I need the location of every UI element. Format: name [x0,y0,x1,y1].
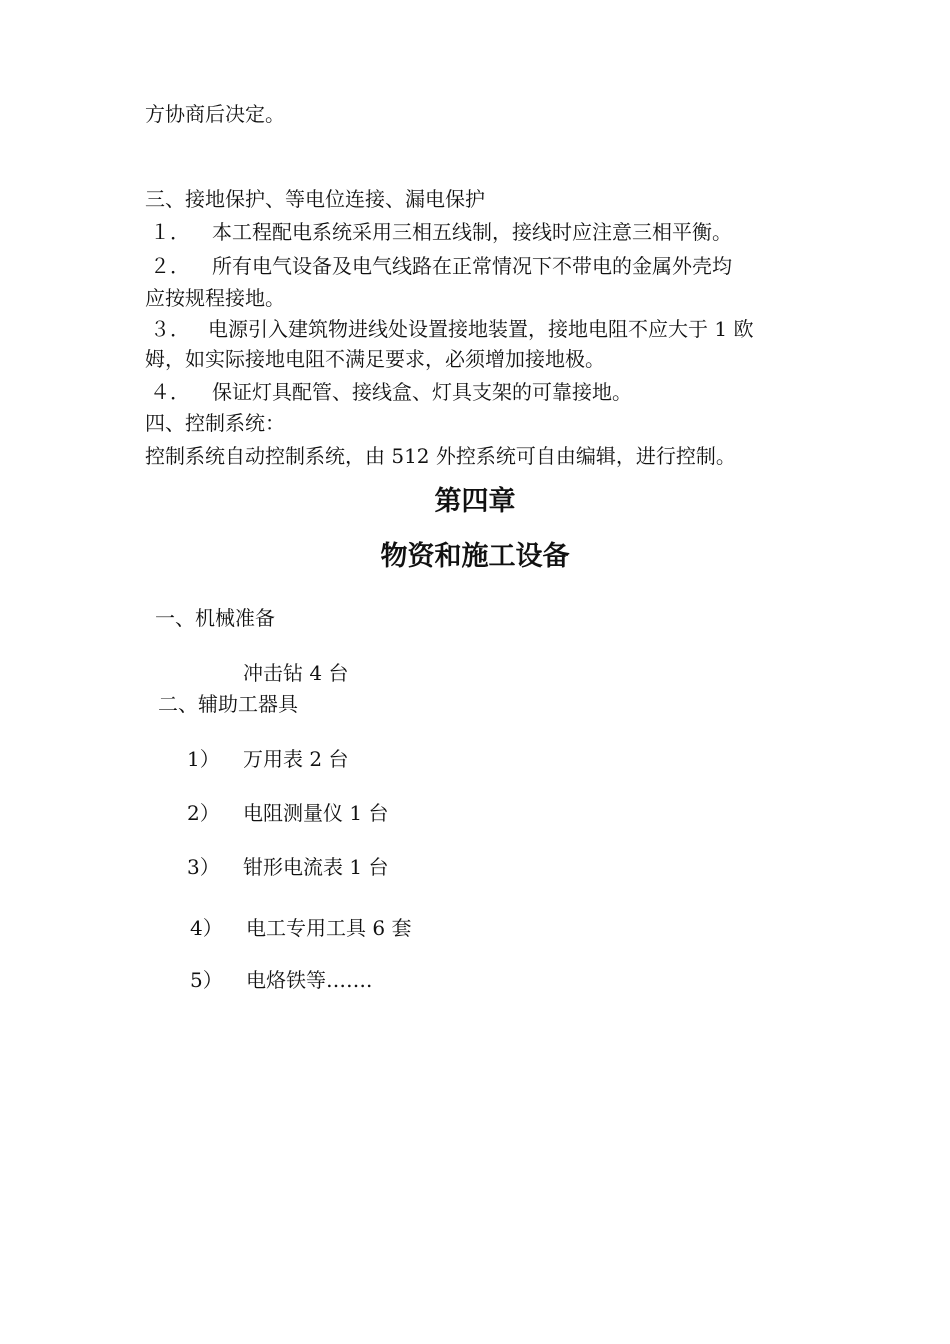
item-1-text: 本工程配电系统采用三相五线制，接线时应注意三相平衡。 [212,220,732,244]
tool-1-number: 1） [187,747,220,771]
chapter-title: 物资和施工设备 [380,541,570,572]
tools-heading: 二、辅助工器具 [158,692,298,716]
tool-1-text: 万用表 2 台 [243,747,349,771]
item-2-continuation: 应按规程接地。 [145,286,285,310]
machinery-heading: 一、机械准备 [155,606,275,630]
item-2-text: 所有电气设备及电气线路在正常情况下不带电的金属外壳均 [212,254,732,278]
item-4-number: ４． [150,380,190,404]
item-3-continuation: 姆，如实际接地电阻不满足要求，必须增加接地极。 [145,347,605,371]
tool-4-number: 4） [190,916,223,940]
tool-2-text: 电阻测量仪 1 台 [243,801,389,825]
section-3-heading: 三、接地保护、等电位连接、漏电保护 [145,187,485,211]
item-1-number: １． [150,220,190,244]
tool-3-text: 钳形电流表 1 台 [243,855,389,879]
item-3-text: 电源引入建筑物进线处设置接地装置，接地电阻不应大于 1 欧 [208,317,754,341]
section-4-heading: 四、控制系统： [145,411,285,435]
tool-2-number: 2） [187,801,220,825]
item-3-number: ３． [150,317,190,341]
section-4-body: 控制系统自动控制系统，由 512 外控系统可自由编辑，进行控制。 [145,444,736,468]
chapter-number: 第四章 [434,486,516,517]
tool-4-text: 电工专用工具 6 套 [246,916,412,940]
machinery-item: 冲击钻 4 台 [243,661,349,685]
item-2-number: ２． [150,254,190,278]
tool-5-number: 5） [190,968,223,992]
item-4-text: 保证灯具配管、接线盒、灯具支架的可靠接地。 [212,380,632,404]
previous-paragraph-end: 方协商后决定。 [145,102,285,126]
tool-3-number: 3） [187,855,220,879]
tool-5-text: 电烙铁等……. [246,968,373,992]
